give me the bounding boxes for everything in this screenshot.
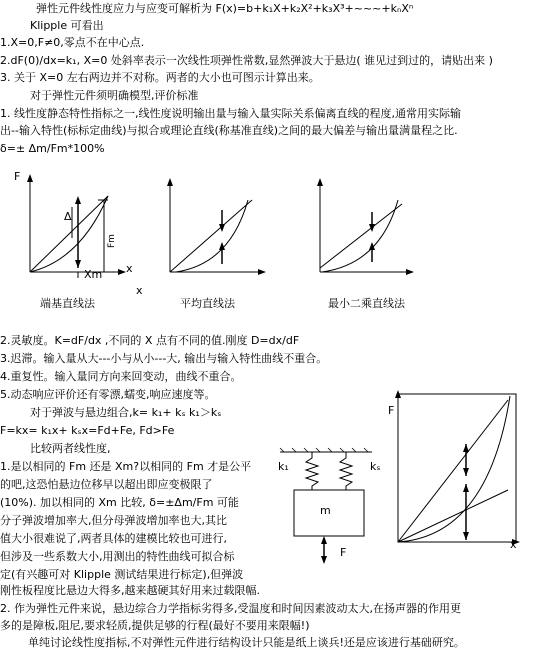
text-line-12: 4.重复性。输入量同方向来回变动，曲线不重合。 <box>0 370 242 383</box>
text-line-26: 多的是障板,阻尼,要求轻质,提供足够的行程(最好不要用来限幅!) <box>0 619 310 632</box>
text-line-9: δ=± Δm/Fm*100% <box>0 142 105 155</box>
text-line-1: 弹性元件线性度应力与应变可解析为 F(x)=b+k₁X+k₂X²+k₃X³+~~~+kₙXⁿ <box>36 2 414 15</box>
text-line-4: 2.dF(0)/dx=k₁, X=0 处斜率表示一次线性项弹性常数,显然弹波大于悬边( 谁见过到过的，请贴出来 ) <box>0 54 493 67</box>
spring-ks-label: kₛ <box>370 460 381 473</box>
diagram-average-line <box>167 178 266 275</box>
text-line-5: 3. 关于 X=0 左右两边并不对称。两者的大小也可图示计算出来。 <box>0 71 320 84</box>
xm-label: Xm <box>84 268 103 281</box>
chart-x-label: x <box>510 538 517 551</box>
text-line-10: 2.灵敏度。K=dF/dx ,不同的 X 点有不同的值.刚度 D=dx/dF <box>0 334 300 347</box>
text-line-24: 刚性板程度比悬边大得多,越来越硬其好用来过载限幅. <box>0 584 260 597</box>
mass-label: m <box>320 504 331 517</box>
axis-x-label-1: x <box>126 262 133 275</box>
text-line-8: 出--输入特性(标标定曲线)与拟合或理论直线(称基准直线)之间的最大偏差与输出量满量程之比. <box>0 124 458 137</box>
force-displacement-chart <box>388 386 528 554</box>
diagram-least-squares <box>317 178 414 275</box>
chart-f-label: F <box>388 404 395 417</box>
text-line-21: 值大小很难说了,两者具体的建模比较也可进行, <box>0 532 227 545</box>
fm-label: Fm <box>107 234 117 248</box>
text-line-14: 对于弹波与悬边组合,k= k₁+ kₛ k₁＞kₛ <box>30 406 222 419</box>
spring-k1 <box>306 452 318 490</box>
text-line-27: 单纯讨论线性度指标,不对弹性元件进行结构设计只能是纸上谈兵!还是应该进行基础研究。 <box>28 636 465 649</box>
spring-ks <box>340 452 352 490</box>
spring-k1-label: k₁ <box>278 460 289 473</box>
text-line-15: F=kx= k₁x+ kₛx=Fd+Fe, Fd>Fe <box>0 424 175 437</box>
caption-endpoint: 端基直线法 <box>40 297 95 310</box>
diagram-endpoint-line <box>27 174 126 278</box>
delta-label: Δ <box>64 210 72 223</box>
text-line-22: 但涉及一些系数大小,用测出的特性曲线可拟合标 <box>0 550 235 563</box>
text-line-16: 比较两者线性度, <box>30 442 111 455</box>
text-line-3: 1.X=0,F≠0,零点不在中心点. <box>0 36 145 49</box>
text-line-2: Klipple 可看出 <box>30 19 104 32</box>
force-label: F <box>340 546 347 559</box>
text-line-11: 3.迟滞。输入量从大---小与从小---大, 输出与输入特性曲线不重合。 <box>0 352 328 365</box>
text-line-23: 定(有兴趣可对 Klipple 测试结果进行标定),但弹波 <box>0 568 244 581</box>
text-line-7: 1. 线性度静态特性指标之一,线性度说明输出量与输入量实际关系偏离直线的程度,通常用实际输 <box>0 107 461 120</box>
axis-f-label-1: F <box>14 170 21 183</box>
caption-least-squares: 最小二乘直线法 <box>328 297 405 310</box>
text-line-18: 的吧,这恐怕悬边位移早以超出即应变极限了 <box>0 478 213 491</box>
text-line-13: 5.动态响应评价还有零漂,蠕变,响应速度等。 <box>0 388 216 401</box>
text-line-19: (10%). 加以相同的 Xm 比较, δ=±Δm/Fm 可能 <box>0 496 239 509</box>
caption-average: 平均直线法 <box>180 297 235 310</box>
axis-x-label-1b: x <box>136 284 143 297</box>
text-line-17: 1.是以相同的 Fm 还是 Xm?以相同的 Fm 才是公平 <box>0 460 252 473</box>
text-line-20: 分子弹波增加率大,但分母弹波增加率也大,其比 <box>0 514 227 527</box>
text-line-6: 对于弹性元件须明确模型,评价标准 <box>30 89 199 102</box>
text-line-25: 2. 作为弹性元件来说，悬边综合力学指标劣得多,受温度和时间因素波动太大,在扬声器的作用更 <box>0 602 461 615</box>
